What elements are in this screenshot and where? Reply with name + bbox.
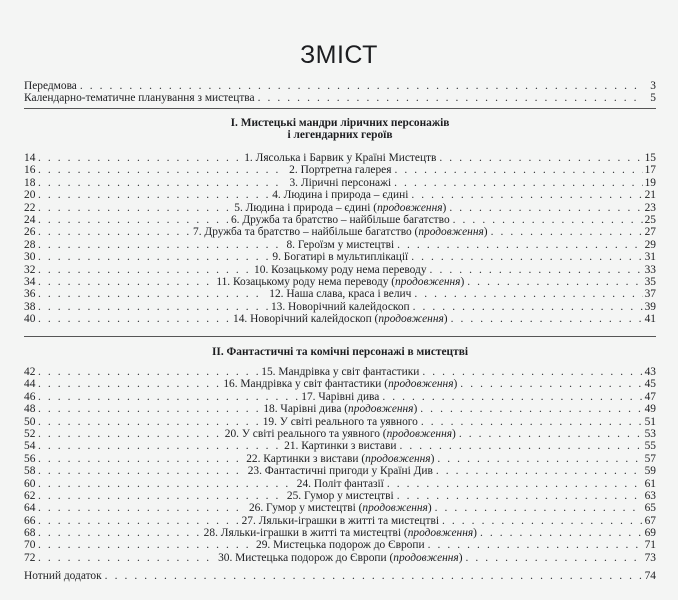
continuation-mark: продовження [418, 226, 484, 239]
leader-dots [491, 226, 643, 238]
entry-start-page: 56 [24, 452, 36, 465]
entry-page: 74 [644, 570, 656, 582]
toc-entry [24, 453, 656, 465]
leader-dots [460, 378, 642, 390]
continuation-mark: продовження [393, 551, 459, 564]
toc-entry [24, 552, 656, 564]
leader-dots [38, 202, 231, 214]
section-1-heading [24, 117, 656, 142]
leader-dots [38, 515, 239, 527]
leader-dots [38, 465, 245, 477]
entry-page: 35 [644, 275, 656, 288]
entry-page: 33 [644, 263, 656, 276]
leader-dots [449, 202, 642, 214]
entry-page: 63 [644, 489, 656, 502]
leader-dots [38, 527, 201, 539]
leader-dots [382, 391, 642, 403]
leader-dots [411, 251, 642, 263]
toc-entry [24, 403, 656, 415]
toc-entry [24, 465, 656, 477]
entry-page: 25 [644, 213, 656, 226]
leader-dots [38, 391, 298, 403]
entry-title: Нотний додаток [24, 570, 102, 582]
page-title: ЗМІСТ [300, 41, 378, 69]
entry-start-page: 14 [24, 152, 36, 164]
leader-dots [38, 453, 243, 465]
toc-entry [24, 515, 656, 527]
entry-start-page: 20 [24, 189, 36, 202]
entry-start-page: 36 [24, 288, 36, 301]
entry-page: 69 [644, 527, 656, 540]
entry-title: 15. Мандрівка у світ фантастики [261, 366, 420, 378]
entry-title: Передмова [24, 80, 77, 92]
entry-page: 65 [644, 502, 656, 515]
entry-start-page: 50 [24, 415, 36, 428]
entry-start-page: 72 [24, 551, 36, 564]
entry-page: 45 [644, 378, 656, 391]
leader-dots [38, 251, 269, 263]
continuation-mark: продовження [348, 403, 414, 416]
leader-dots [387, 478, 643, 490]
entry-title: 18. Чарівні дива (продовження) [263, 403, 418, 416]
entry-title: 8. Героїзм у мистецтві [286, 238, 395, 251]
entry-page: 5 [650, 92, 656, 105]
entry-start-page: 34 [24, 275, 36, 288]
toc-entry [24, 478, 656, 490]
continuation-mark: продовження [388, 378, 454, 391]
entry-title: 4. Людина і природа – єдині [272, 189, 409, 202]
leader-dots [38, 239, 283, 251]
toc-entry [24, 301, 656, 313]
entry-page: 3 [650, 80, 656, 92]
entry-page: 29 [644, 238, 656, 251]
leader-dots [430, 264, 643, 276]
continuation-mark: продовження [377, 201, 443, 214]
leader-dots [38, 490, 284, 502]
leader-dots [38, 403, 260, 415]
leader-dots [394, 177, 642, 189]
divider [24, 336, 656, 337]
entry-title: 12. Наша слава, краса і велич [269, 288, 412, 301]
entry-start-page: 66 [24, 514, 36, 527]
entry-start-page: 30 [24, 251, 36, 264]
entry-start-page: 52 [24, 427, 36, 440]
leader-dots [466, 552, 643, 564]
entry-title: 11. Козацькому роду нема переводу (продовження) [216, 275, 465, 288]
leader-dots [38, 152, 241, 164]
entry-page: 67 [644, 514, 656, 527]
entry-page: 23 [644, 201, 656, 214]
entry-title: 28. Ляльки-іграшки в житті та мистецтві (продовження) [203, 527, 477, 540]
entry-title: 9. Богатирі в мультиплікації [272, 251, 409, 264]
toc-entry [24, 440, 656, 452]
entry-page: 71 [644, 539, 656, 552]
entry-title: Календарно-тематичне планування з мистецтва [24, 92, 255, 105]
entry-title: 17. Чарівні дива [301, 390, 380, 403]
entry-page: 61 [644, 477, 656, 490]
toc-entry [24, 378, 656, 390]
toc-entry [24, 276, 656, 288]
entry-page: 17 [644, 164, 656, 177]
appendix-entries [24, 570, 656, 582]
section-heading-line: I. Мистецькі мандри ліричних персонажів [230, 117, 450, 129]
leader-dots [38, 416, 260, 428]
entry-start-page: 18 [24, 176, 36, 189]
toc-entry-planning [24, 92, 656, 104]
entry-start-page: 16 [24, 164, 36, 177]
continuation-mark: продовження [362, 502, 428, 515]
toc-entry [24, 264, 656, 276]
divider [24, 108, 656, 109]
entry-start-page: 22 [24, 201, 36, 214]
leader-dots [38, 177, 286, 189]
entry-start-page: 40 [24, 313, 36, 326]
leader-dots [397, 239, 642, 251]
entry-title: 23. Фантастичні пригоди у Країні Див [247, 465, 433, 478]
entry-start-page: 24 [24, 213, 36, 226]
entry-title: 14. Новорічний калейдоскоп (продовження) [233, 313, 448, 326]
entry-page: 59 [644, 465, 656, 478]
leader-dots [38, 301, 268, 313]
leader-dots [420, 403, 642, 415]
leader-dots [38, 502, 246, 514]
toc-entry [24, 391, 656, 403]
entry-page: 31 [644, 251, 656, 264]
leader-dots [80, 80, 644, 92]
section-heading-line: і легендарних героїв [287, 129, 393, 142]
leader-dots [38, 428, 222, 440]
leader-dots [437, 453, 642, 465]
leader-dots [38, 552, 215, 564]
entry-start-page: 42 [24, 366, 36, 378]
leader-dots [414, 288, 642, 300]
entry-title: 21. Картинки з вистави [284, 440, 397, 453]
continuation-mark: продовження [365, 452, 431, 465]
entry-start-page: 54 [24, 440, 36, 453]
toc-entry [24, 189, 656, 201]
leader-dots [38, 226, 190, 238]
continuation-mark: продовження [407, 527, 474, 540]
entry-page: 27 [644, 226, 656, 239]
leader-dots [38, 478, 294, 490]
leader-dots [38, 539, 253, 551]
continuation-mark: продовження [386, 427, 453, 440]
leader-dots [442, 515, 643, 527]
section-1-entries [24, 152, 656, 325]
leader-dots [38, 313, 230, 325]
entry-title: 22. Картинки з вистави (продовження) [246, 452, 435, 465]
entry-title: 20. У світі реального та уявного (продовження) [224, 427, 456, 440]
leader-dots [411, 189, 642, 201]
leader-dots [38, 288, 266, 300]
entry-page: 47 [644, 390, 656, 403]
toc-entry [24, 490, 656, 502]
leader-dots [38, 189, 269, 201]
toc-entry [24, 214, 656, 226]
entry-page: 37 [644, 288, 656, 301]
toc-entry-appendix [24, 570, 656, 582]
leader-dots [439, 152, 642, 164]
entry-page: 21 [644, 189, 656, 202]
entry-page: 43 [644, 366, 656, 378]
entry-start-page: 28 [24, 238, 36, 251]
leader-dots [38, 276, 213, 288]
continuation-mark: продовження [378, 313, 444, 326]
entry-page: 41 [644, 313, 656, 326]
entry-start-page: 38 [24, 300, 36, 313]
entry-page: 19 [644, 176, 656, 189]
toc-entry [24, 239, 656, 251]
entry-start-page: 58 [24, 465, 36, 478]
entry-title: 19. У світі реального та уявного [262, 415, 418, 428]
section-2-entries [24, 366, 656, 564]
entry-page: 57 [644, 452, 656, 465]
leader-dots [435, 502, 643, 514]
leader-dots [428, 539, 643, 551]
entry-title: 16. Мандрівка у світ фантастики (продовження) [223, 378, 458, 391]
entry-title: 13. Новорічний калейдоскоп [270, 300, 410, 313]
leader-dots [413, 301, 643, 313]
toc-entry [24, 502, 656, 514]
entry-start-page: 60 [24, 477, 36, 490]
entry-title: 7. Дружба та братство – найбільше багатство (продовження) [193, 226, 488, 239]
toc-entry [24, 164, 656, 176]
toc-entry [24, 313, 656, 325]
entry-title: 25. Гумор у мистецтві [286, 489, 394, 502]
entry-title: 27. Ляльки-іграшки в житті та мистецтві [241, 514, 439, 527]
entry-start-page: 44 [24, 378, 36, 391]
entry-title: 3. Ліричні персонажі [289, 176, 392, 189]
toc-entry [24, 527, 656, 539]
continuation-mark: продовження [395, 275, 461, 288]
entry-start-page: 70 [24, 539, 36, 552]
leader-dots [394, 164, 642, 176]
entry-title: 26. Гумор у мистецтві (продовження) [248, 502, 432, 515]
leader-dots [258, 92, 644, 104]
leader-dots [422, 366, 642, 378]
toc-entry [24, 416, 656, 428]
leader-dots [453, 214, 643, 226]
leader-dots [421, 416, 643, 428]
entry-start-page: 62 [24, 489, 36, 502]
leader-dots [397, 490, 643, 502]
entry-start-page: 46 [24, 390, 36, 403]
toc-entry-preface [24, 80, 656, 92]
leader-dots [38, 164, 286, 176]
section-2-heading: II. Фантастичні та комічні персонажі в мистецтві [211, 346, 469, 358]
leader-dots [480, 527, 643, 539]
leader-dots [467, 276, 642, 288]
toc-entry [24, 152, 656, 164]
toc-entry [24, 539, 656, 551]
entry-start-page: 64 [24, 502, 36, 515]
entry-title: 5. Людина і природа – єдині (продовження) [234, 201, 447, 214]
leader-dots [38, 366, 258, 378]
leader-dots [38, 440, 281, 452]
leader-dots [459, 428, 643, 440]
toc-entry [24, 251, 656, 263]
entry-page: 51 [644, 415, 656, 428]
entry-title: 29. Мистецька подорож до Європи [256, 539, 425, 552]
intro-entries [24, 80, 656, 105]
entry-title: 1. Лясолька і Барвик у Країні Мистецтв [244, 152, 437, 164]
entry-page: 15 [644, 152, 656, 164]
entry-start-page: 48 [24, 403, 36, 416]
leader-dots [105, 570, 643, 582]
entry-title: 24. Політ фантазії [296, 477, 384, 490]
leader-dots [38, 264, 251, 276]
toc-entry [24, 288, 656, 300]
entry-title: 10. Козацькому роду нема переводу [254, 263, 427, 276]
leader-dots [38, 214, 228, 226]
entry-page: 53 [644, 427, 656, 440]
toc-entry [24, 202, 656, 214]
entry-title: 2. Портретна галерея [289, 164, 392, 177]
entry-page: 39 [644, 300, 656, 313]
entry-start-page: 32 [24, 263, 36, 276]
leader-dots [451, 313, 643, 325]
entry-page: 49 [644, 403, 656, 416]
toc-entry [24, 366, 656, 378]
leader-dots [436, 465, 643, 477]
toc-entry [24, 177, 656, 189]
entry-page: 73 [644, 551, 656, 564]
entry-start-page: 26 [24, 226, 36, 239]
toc-entry [24, 428, 656, 440]
entry-title: 30. Мистецька подорож до Європи (продовження) [218, 551, 463, 564]
entry-start-page: 68 [24, 527, 36, 540]
leader-dots [38, 378, 220, 390]
entry-title: 6. Дружба та братство – найбільше багатство [230, 213, 450, 226]
leader-dots [399, 440, 642, 452]
entry-page: 55 [644, 440, 656, 453]
toc-entry [24, 226, 656, 238]
